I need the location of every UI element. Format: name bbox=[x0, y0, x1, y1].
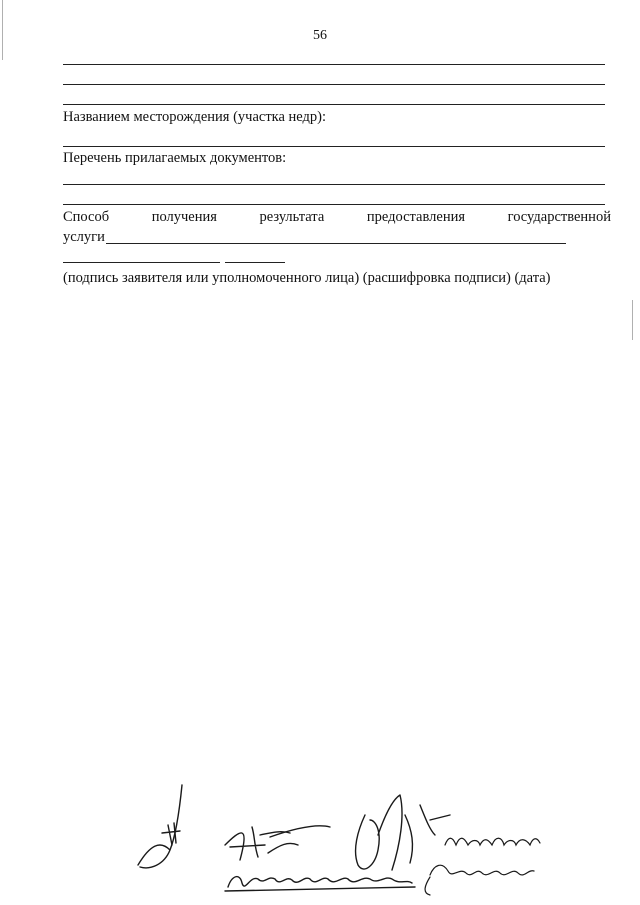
method-word: результата bbox=[259, 209, 325, 225]
handwritten-signatures bbox=[130, 775, 550, 900]
scan-edge-mark bbox=[632, 300, 633, 340]
method-word: получения bbox=[151, 209, 217, 225]
deposit-name-line bbox=[63, 146, 605, 147]
method-label-continued: услуги bbox=[63, 229, 105, 245]
documents-label: Перечень прилагаемых документов: bbox=[63, 150, 287, 166]
method-label bbox=[63, 209, 611, 226]
documents-line bbox=[63, 204, 605, 205]
signature-line bbox=[63, 262, 220, 263]
method-word: предоставления bbox=[366, 209, 466, 225]
blank-line bbox=[63, 84, 605, 85]
blank-line bbox=[63, 64, 605, 65]
method-word: государственной bbox=[507, 209, 611, 225]
deposit-name-label: Названием месторождения (участка недр): bbox=[63, 109, 327, 125]
scan-edge-mark bbox=[2, 0, 3, 60]
signature-caption: (подпись заявителя или уполномоченного лица) (расшифровка подписи) (дата) bbox=[63, 270, 551, 286]
method-word: Способ bbox=[63, 209, 110, 225]
documents-line bbox=[63, 184, 605, 185]
page-number: 56 bbox=[313, 28, 327, 43]
date-line bbox=[225, 262, 285, 263]
blank-line bbox=[63, 104, 605, 105]
method-line bbox=[106, 243, 566, 244]
